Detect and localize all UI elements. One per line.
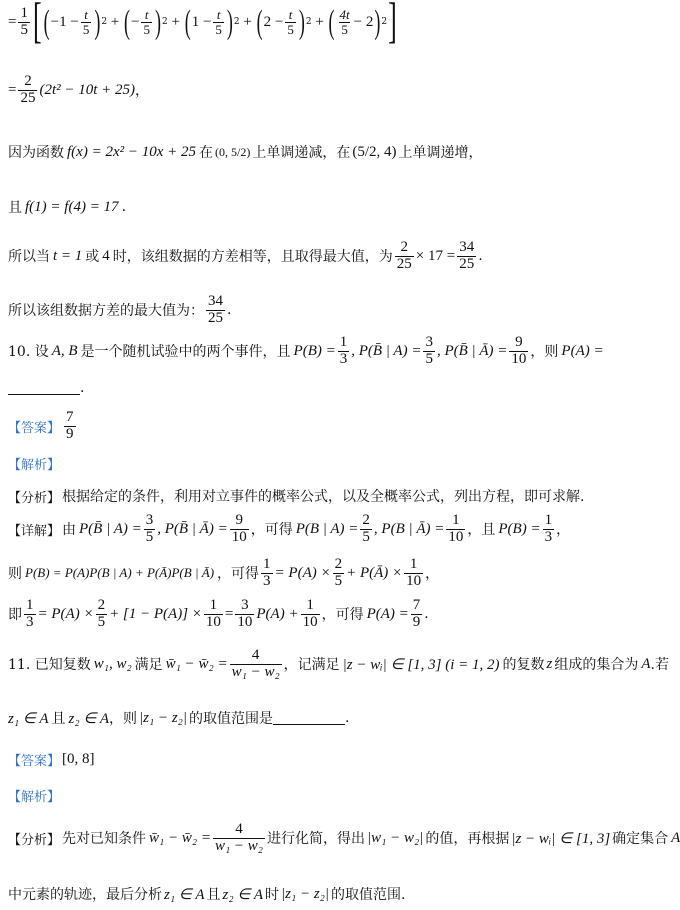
answer-blank-10: . [8, 380, 84, 396]
simplified-expression-line: = $\frac{2}{25}$ (2t² − 10t + 25) ， [8, 73, 150, 106]
function-values-line: 且 f(1) = f(4) = 17 . [8, 198, 127, 216]
analysis-summary-10: 【分析】 根据给定的条件，利用对立事件的概率公式，以及全概率公式，列出方程，即可求解. [8, 489, 585, 506]
detail-line-3: 即 $\frac{1}{3}$ = P(A) × $\frac{2}{5}$ + [1 − P(A)] × $\frac{1}{10}$ = $\frac{3}{10}$ P(A) + $\frac{1}{10}$ ，可得 P(A) = $\frac{7}{9}$ . [8, 597, 429, 630]
analysis-summary-11-continued: 中元素的轨迹，最后分析 z₁ ∈ A 且 z₂ ∈ A 时 |z₁ − z₂| 的取值范围. [8, 885, 406, 903]
answer-10: 【答案】 $\frac{7}{9}$ [8, 409, 74, 442]
analysis-heading-10: 【解析】 [8, 458, 61, 473]
question-11-continued: z₁ ∈ A 且 z₂ ∈ A ，则 |z₁ − z₂| 的取值范围是 . [8, 709, 350, 727]
detail-line-2: 则 P(B) = P(A)P(B | A) + P(Ā)P(B | Ā) ，可得 $\frac{1}{3}$ = P(A) × $\frac{2}{5}$ + P(Ā) × $\frac{1}{10}$ ， [8, 556, 440, 589]
max-variance-line: 所以当 t = 1 或 4 时，该组数据的方差相等，且取得最大值，为 $\frac{2}{25}$ × 17 = $\frac{34}{25}$ . [8, 239, 483, 272]
equals-sign: = [8, 13, 17, 30]
fill-blank [8, 382, 80, 395]
question-11: 11. 已知复数 w₁, w₂ 满足 w̄₁ − w̄₂ = $\frac{4}{\text{w₁ − w₂}}$ ，记满足 |z − wᵢ| ∈ [1, 3] (i = 1, 2) 的复数 z 组成的集合为 A .若 [8, 647, 669, 680]
answer-tag: 【答案】 [8, 420, 61, 436]
analysis-summary-11: 【分析】 先对已知条件 w̄₁ − w̄₂ = $\frac{4}{\text{w₁ − w₂}}$ 进行化简，得出 |w₁ − w₂| 的值，再根据 |z − wᵢ| ∈ [1, 3] 确定集合 A [8, 821, 680, 854]
fill-blank [273, 712, 345, 725]
variance-expression-line: = $\frac{1}{5}$ [ ( −1 − $\frac{t}{5}$ ) 2 + ( − $\frac{t}{5}$ ) 2 + ( 1 − $\frac{t}{5}$ ) 2 + ( 2 − $\frac{t}{5}$ ) 2 + ( $\frac{4t}{5}$ − 2 ) 2 ] [8, 0, 397, 49]
answer-tag: 【答案】 [8, 754, 61, 769]
monotonic-line: 因为函数 f(x) = 2x² − 10x + 25 在 (0, 5/2) 上单调递减，在 (5/2, 4) 上单调递增， [8, 143, 483, 161]
detail-line-1: 【详解】 由 P(B̄ | A) = $\frac{3}{5}$ , P(B̄ | Ā) = $\frac{9}{10}$ ，可得 P(B | A) = $\frac{2}{5}$ , P(B | Ā) = $\frac{1}{10}$ ，且 P(B) = $\frac{1}{3}$ ， [8, 512, 571, 545]
answer-11: 【答案】 [0, 8] [8, 751, 95, 769]
max-variance-result-line: 所以该组数据方差的最大值为： $\frac{34}{25}$ . [8, 293, 232, 326]
analysis-heading-11: 【解析】 [8, 790, 61, 805]
question-10: 10. 设 A, B 是一个随机试验中的两个事件，且 P(B) = $\frac{1}{3}$ , P(B̄ | A) = $\frac{3}{5}$ , P(B̄ | Ā) = $\frac{9}{10}$ ，则 P(A) = [8, 334, 604, 367]
fraction: $\frac{1}{5}$ [20, 5, 28, 38]
